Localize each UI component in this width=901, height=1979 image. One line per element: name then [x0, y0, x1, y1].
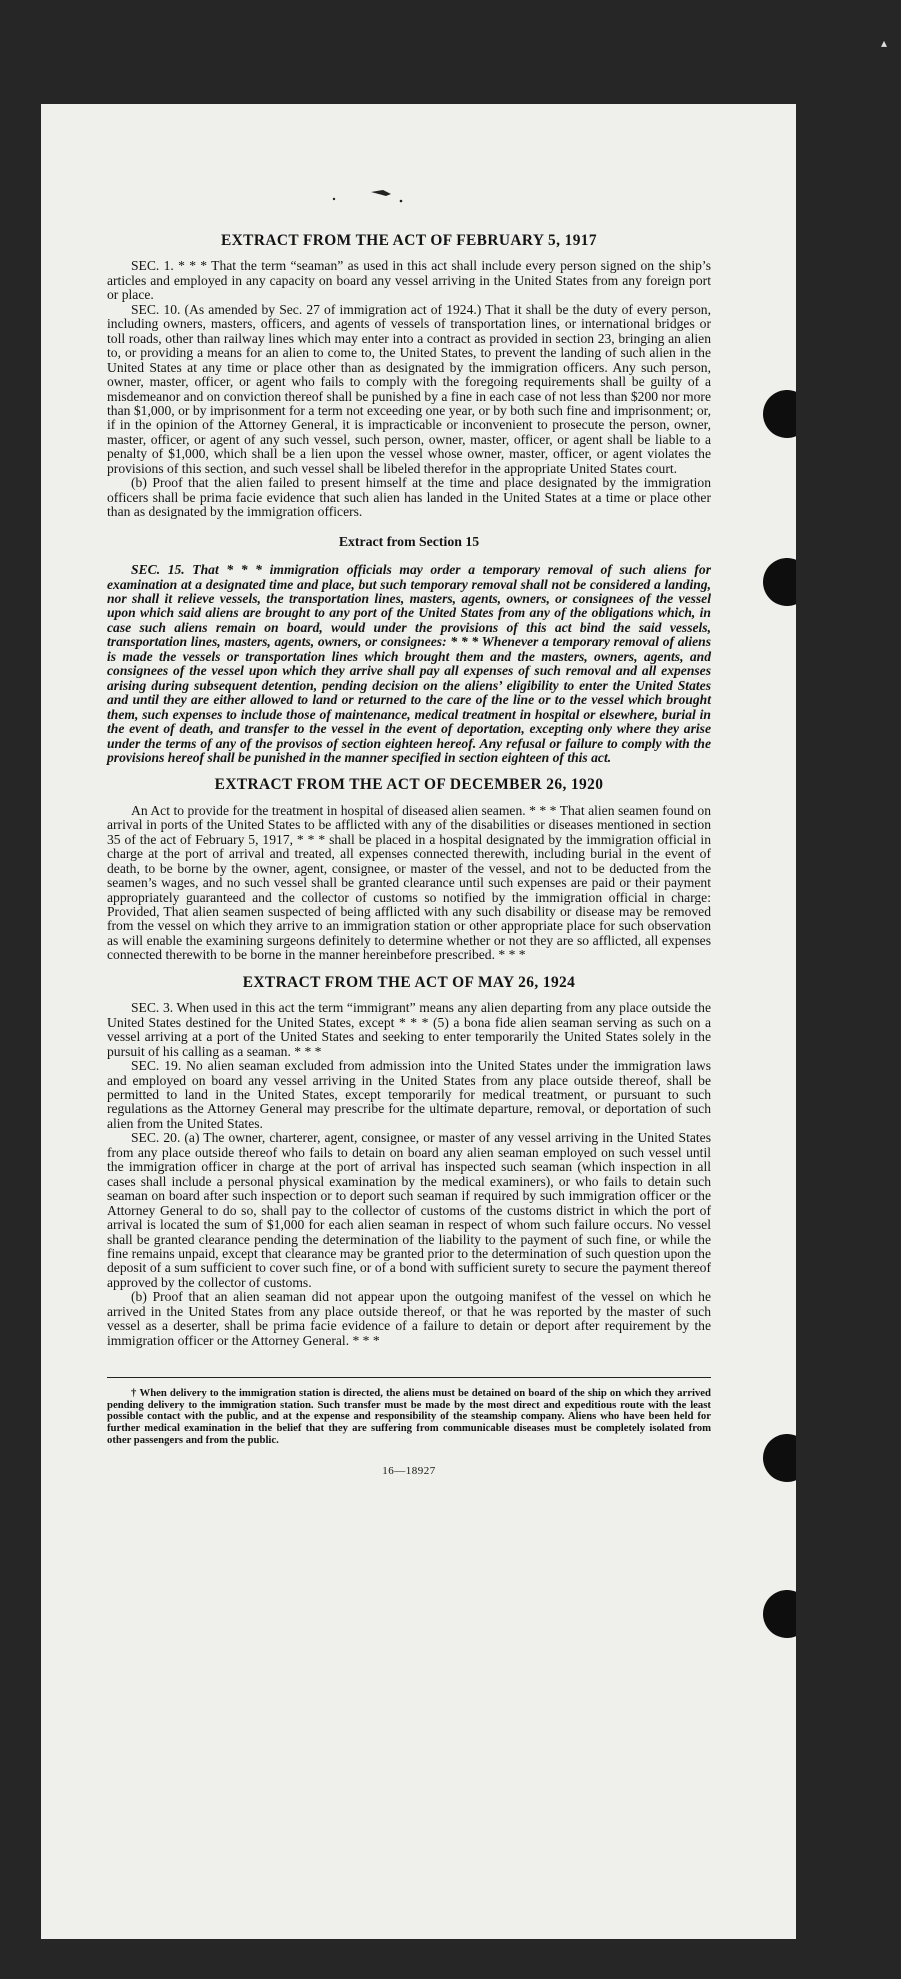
paragraph-sec-20: SEC. 20. (a) The owner, charterer, agent, consignee, or master of any vessel arriving in the United States from any place outside thereof who fails to detain on board any alien seaman employed on such vessel until the immigration officer in charge at the port of arrival has inspected such seaman (which inspection in all cases shall include a personal physical examination by the medical examiners), or who fails to detain such seaman on board after such inspection or to deport such seaman if required by such immigration officer or the Attorney General to do so, shall pay to the collector of customs of the customs district in which the port of arrival is located the sum of $1,000 for each alien seaman in respect of whom such failure occurs. No vessel shall be granted clearance pending the determination of the liability to the payment of such fine, or while the fine remains unpaid, except that clearance may be granted prior to the determination of such question upon the deposit of a sum sufficient to cover such fine, or of a bond with sufficient surety to secure the payment thereof approved by the collector of customs. [107, 1130, 711, 1290]
corner-mark: ▴ [880, 36, 887, 50]
paragraph-sec-1: SEC. 1. * * * That the term “seaman” as used in this act shall include every person signed on the ship’s articles and employed in any capacity on board any vessel arriving in the United States from any foreign port or place. [107, 258, 711, 303]
paragraph-sec-20-b: (b) Proof that an alien seaman did not appear upon the outgoing manifest of the vessel on which he arrived in the United States from any place outside thereof, or that he was reported by the master of such vessel as a deserter, shall be prima facie evidence of a failure to detain or deport after requirement by the immigration officer or the Attorney General. * * * [107, 1289, 711, 1348]
punch-hole-3 [763, 1434, 796, 1482]
footnote-divider [107, 1377, 711, 1378]
footnote: † When delivery to the immigration station is directed, the aliens must be detained on board of the ship on which they arrived pending delivery to the immigration station. Such transfer must be made by the most direct and expeditious route with the least possible contact with the public, and at the expense and responsibility of the steamship company. Aliens who have been held for further medical examination in the belief that they are suffering from communicable diseases must be completely isolated from other passengers and from the public. [107, 1387, 711, 1446]
heading-act-may-1924: EXTRACT FROM THE ACT OF MAY 26, 1924 [242, 973, 576, 991]
heading-section-15: Extract from Section 15 [338, 533, 480, 549]
document-page [41, 104, 796, 1939]
document-number: 16—18927 [382, 1465, 436, 1478]
paragraph-sec-19: SEC. 19. No alien seaman excluded from admission into the United States under the immigration laws and employed on board any vessel arriving in the United States from any place outside thereof, shall be permitted to land in the United States, except temporarily for medical treatment, or pursuant to such regulations as the Attorney General may prescribe for the ultimate departure, removal, or deportation of such alien from the United States. [107, 1058, 711, 1131]
paragraph-sec-3: SEC. 3. When used in this act the term “immigrant” means any alien departing from any place outside the United States destined for the United States, except * * * (5) a bona fide alien seaman serving as such on a vessel arriving at a port of the United States and seeking to enter temporarily the United States solely in the pursuit of his calling as a seaman. * * * [107, 1000, 711, 1059]
punch-hole-1 [763, 390, 796, 438]
punch-hole-4 [763, 1590, 796, 1638]
punch-hole-2 [763, 558, 796, 606]
paragraph-sec-10: SEC. 10. (As amended by Sec. 27 of immigration act of 1924.) That it shall be the duty of every person, including owners, masters, officers, and agents of vessels of transportation lines, or international bridges or toll roads, other than railway lines which may enter into a contract as provided in section 23, bringing an alien to, or providing a means for an alien to come to, the United States, to prevent the landing of such alien in the United States at any time or place other than as designated by the immigration officers. Any such person, owner, master, officer, or agent who fails to comply with the foregoing requirements shall be guilty of a misdemeanor and on conviction thereof shall be punished by a fine in each case of not less than $200 nor more than $1,000, or by imprisonment for a term not exceeding one year, or by both such fine and imprisonment; or, if in the opinion of the Attorney General, it is impracticable or inconvenient to prosecute the person, owner, master, officer, or agent of any such vessel, such person, owner, master, officer, or agent shall be liable to a penalty of $1,000, which shall be a lien upon the vessel whose owner, master, officer, or agent violates the provisions of this section, and such vessel shall be libeled therefor in the appropriate United States court. [107, 301, 711, 476]
paragraph-sec-10-b: (b) Proof that the alien failed to present himself at the time and place designated by the immigration officers shall be prima facie evidence that such alien has landed in the United States at a time or place other than as designated by the immigration officers. [107, 475, 711, 520]
paragraph-sec-15: SEC. 15. That * * * immigration officials may order a temporary removal of such aliens for examination at a designated time and place, but such temporary removal shall not be considered a landing, nor shall it relieve vessels, the transportation lines, masters, agents, owners, or consignees of the vessel upon which said aliens are brought to any port of the United States from any of the obligations which, in case such aliens remain on board, would under the provisions of this act bind the said vessels, transportation lines, masters, agents, owners, or consignees: * * * Whenever a temporary removal of aliens is made the vessels or transportation lines which brought them and the masters, owners, agents, and consignees of the vessel upon which they arrive shall pay all expenses of such removal and all expenses arising during subsequent detention, pending decision on the aliens’ eligibility to enter the United States and until they are either allowed to land or returned to the care of the line or to the vessel which brought them, such expenses to include those of maintenance, medical treatment in hospital or elsewhere, burial in the event of death, and transfer to the vessel in the event of deportation, excepting only where they arise under the terms of any of the provisos of section eighteen hereof. Any refusal or failure to comply with the provisions hereof shall be punished in the manner specified in section eighteen of this act. [107, 562, 711, 765]
document-body [107, 234, 711, 1479]
scan-specks [41, 164, 796, 204]
heading-act-dec-1920: EXTRACT FROM THE ACT OF DECEMBER 26, 1920 [214, 776, 604, 794]
paragraph-act-dec-1920: An Act to provide for the treatment in hospital of diseased alien seamen. * * * That alien seamen found on arrival in ports of the United States to be afflicted with any of the disabilities or diseases mentioned in section 35 of the act of February 5, 1917, * * * shall be placed in a hospital designated by the immigration official in charge at the port of arrival and treated, all expenses connected therewith, including burial in the event of death, to be borne by the owner, agent, consignee, or master of the vessel, and not to be deducted from the seamen’s wages, and no such vessel shall be granted clearance until such expenses are paid or their payment appropriately guaranteed and the collector of customs so notified by the immigration official in charge: Provided, That alien seamen suspected of being afflicted with any such disability or disease may be removed from the vessel on which they arrive to an immigration station or other appropriate place for such observation as will enable the examining surgeons definitely to determine whether or not they are so afflicted, all expenses connected therewith to be borne in the manner hereinbefore prescribed. * * * [107, 802, 711, 963]
heading-act-feb-1917: EXTRACT FROM THE ACT OF FEBRUARY 5, 1917 [220, 232, 598, 249]
